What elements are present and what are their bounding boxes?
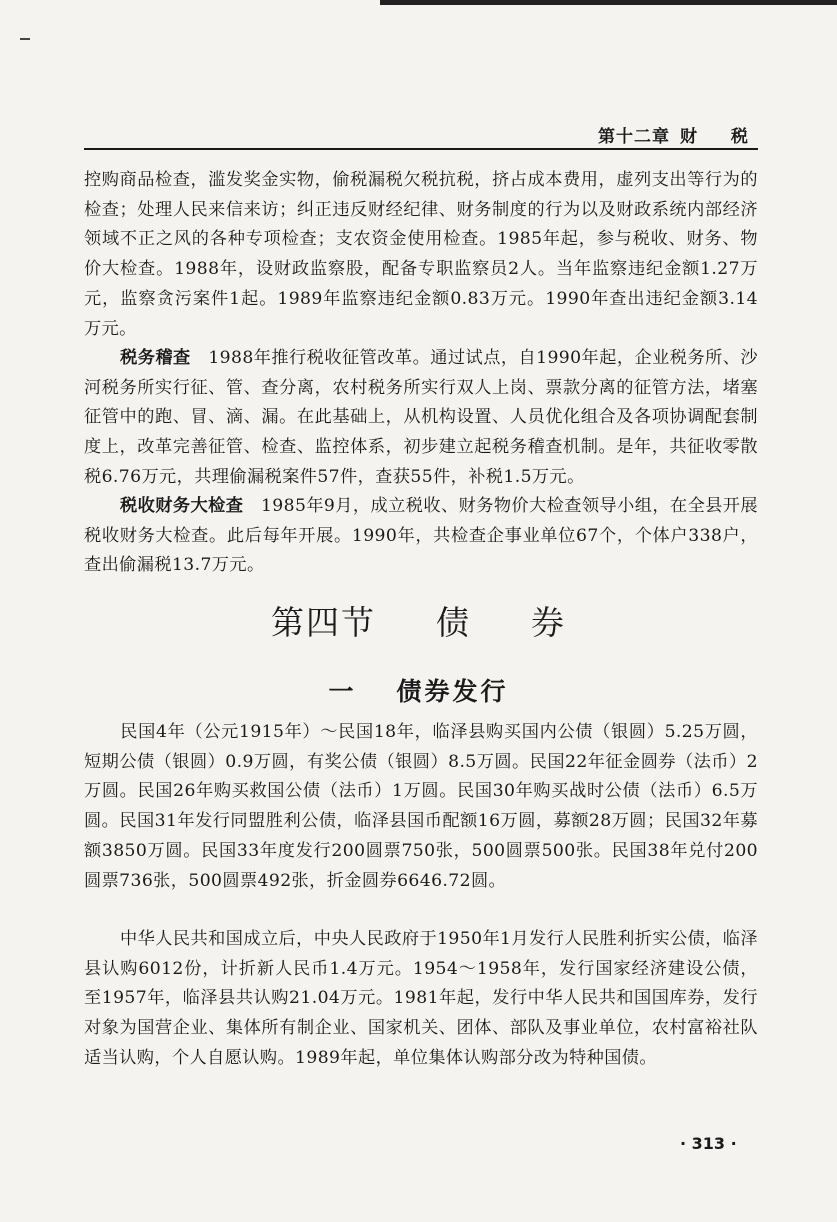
paragraph-continuation [84, 166, 758, 344]
chapter-number: 第十二章 [598, 127, 670, 147]
paragraph-text: 控购商品检查，滥发奖金实物，偷税漏税欠税抗税，挤占成本费用，虚列支出等行为的检查；处理人民来信来访；纠正违反财经纪律、财务制度的行为以及财政系统内部经济领域不正之风的各种专项检查；支农资金使用检查。1985年起，参与税收、财务、物价大检查。1988年，设财政监察股，配备专职监察员2人。当年监察违纪金额1.27万元，监察贪污案件1起。1989年监察违纪金额0.83万元。1990年查出违纪金额3.14万元。 [84, 170, 758, 339]
section-title-char-1: 债 [436, 603, 471, 642]
header-rule [84, 148, 758, 150]
paragraph-text: 中华人民共和国成立后，中央人民政府于1950年1月发行人民胜利折实公债，临泽县认购6012份，计折新人民币1.4万元。1954～1958年，发行国家经济建设公债，至1957年，临泽县共认购21.04万元。1981年起，发行中华人民共和国国库券，发行对象为国营企业、集体所有制企业、国家机关、团体、部队及事业单位，农村富裕社队适当认购，个人自愿认购。1989年起，单位集体认购部分改为特种国债。 [84, 929, 758, 1068]
page-number: · 313 · [680, 1134, 737, 1153]
subsection-title: 债券发行 [396, 677, 509, 706]
paragraph-text: 1988年推行税收征管改革。通过试点，自1990年起，企业税务所、沙河税务所实行征、管、查分离，农村税务所实行双人上岗、票款分离的征管方法，堵塞征管中的跑、冒、滴、漏。在此基础上，从机构设置、人员优化组合及各项协调配套制度上，改革完善征管、检查、监控体系，初步建立起税务稽查机制。是年，共征收零散税6.76万元，共理偷漏税案件57件，查获55件，补税1.5万元。 [84, 348, 758, 487]
running-header [598, 122, 768, 147]
paragraph-general-inspection [84, 492, 758, 581]
section-title-char-2: 券 [531, 603, 566, 642]
margin-mark [20, 38, 30, 40]
paragraph-prc-bonds [84, 925, 758, 1074]
paragraph-text: 1985年9月，成立税收、财务物价大检查领导小组，在全县开展税收财务大检查。此后每年开展。1990年，共检查企事业单位67个，个体户338户，查出偷漏税13.7万元。 [84, 496, 758, 576]
paragraph-text: 民国4年（公元1915年）～民国18年，临泽县购买国内公债（银圆）5.25万圆，短期公债（银圆）0.9万圆，有奖公债（银圆）8.5万圆。民国22年征金圆券（法币）2万圆。民国26年购买救国公债（法币）1万圆。民国30年购买战时公债（法币）6.5万圆。民国31年发行同盟胜利公债，临泽县国币配额16万圆，募额28万圆；民国32年募额3850万圆。民国33年度发行200圆票750张，500圆票500张。民国38年兑付200圆票736张，500圆票492张，折金圆券6646.72圆。 [84, 722, 758, 891]
chapter-title: 财 税 [680, 127, 762, 147]
top-edge-rule [380, 0, 837, 5]
subsection-heading [0, 672, 837, 708]
section-heading [0, 597, 837, 644]
subsection-number: 一 [328, 677, 357, 706]
paragraph-republic-bonds [84, 718, 758, 896]
run-in-heading: 税收财务大检查 [120, 496, 244, 516]
run-in-heading: 税务稽查 [120, 348, 191, 368]
section-number: 第四节 [271, 603, 376, 642]
paragraph-tax-audit [84, 344, 758, 493]
